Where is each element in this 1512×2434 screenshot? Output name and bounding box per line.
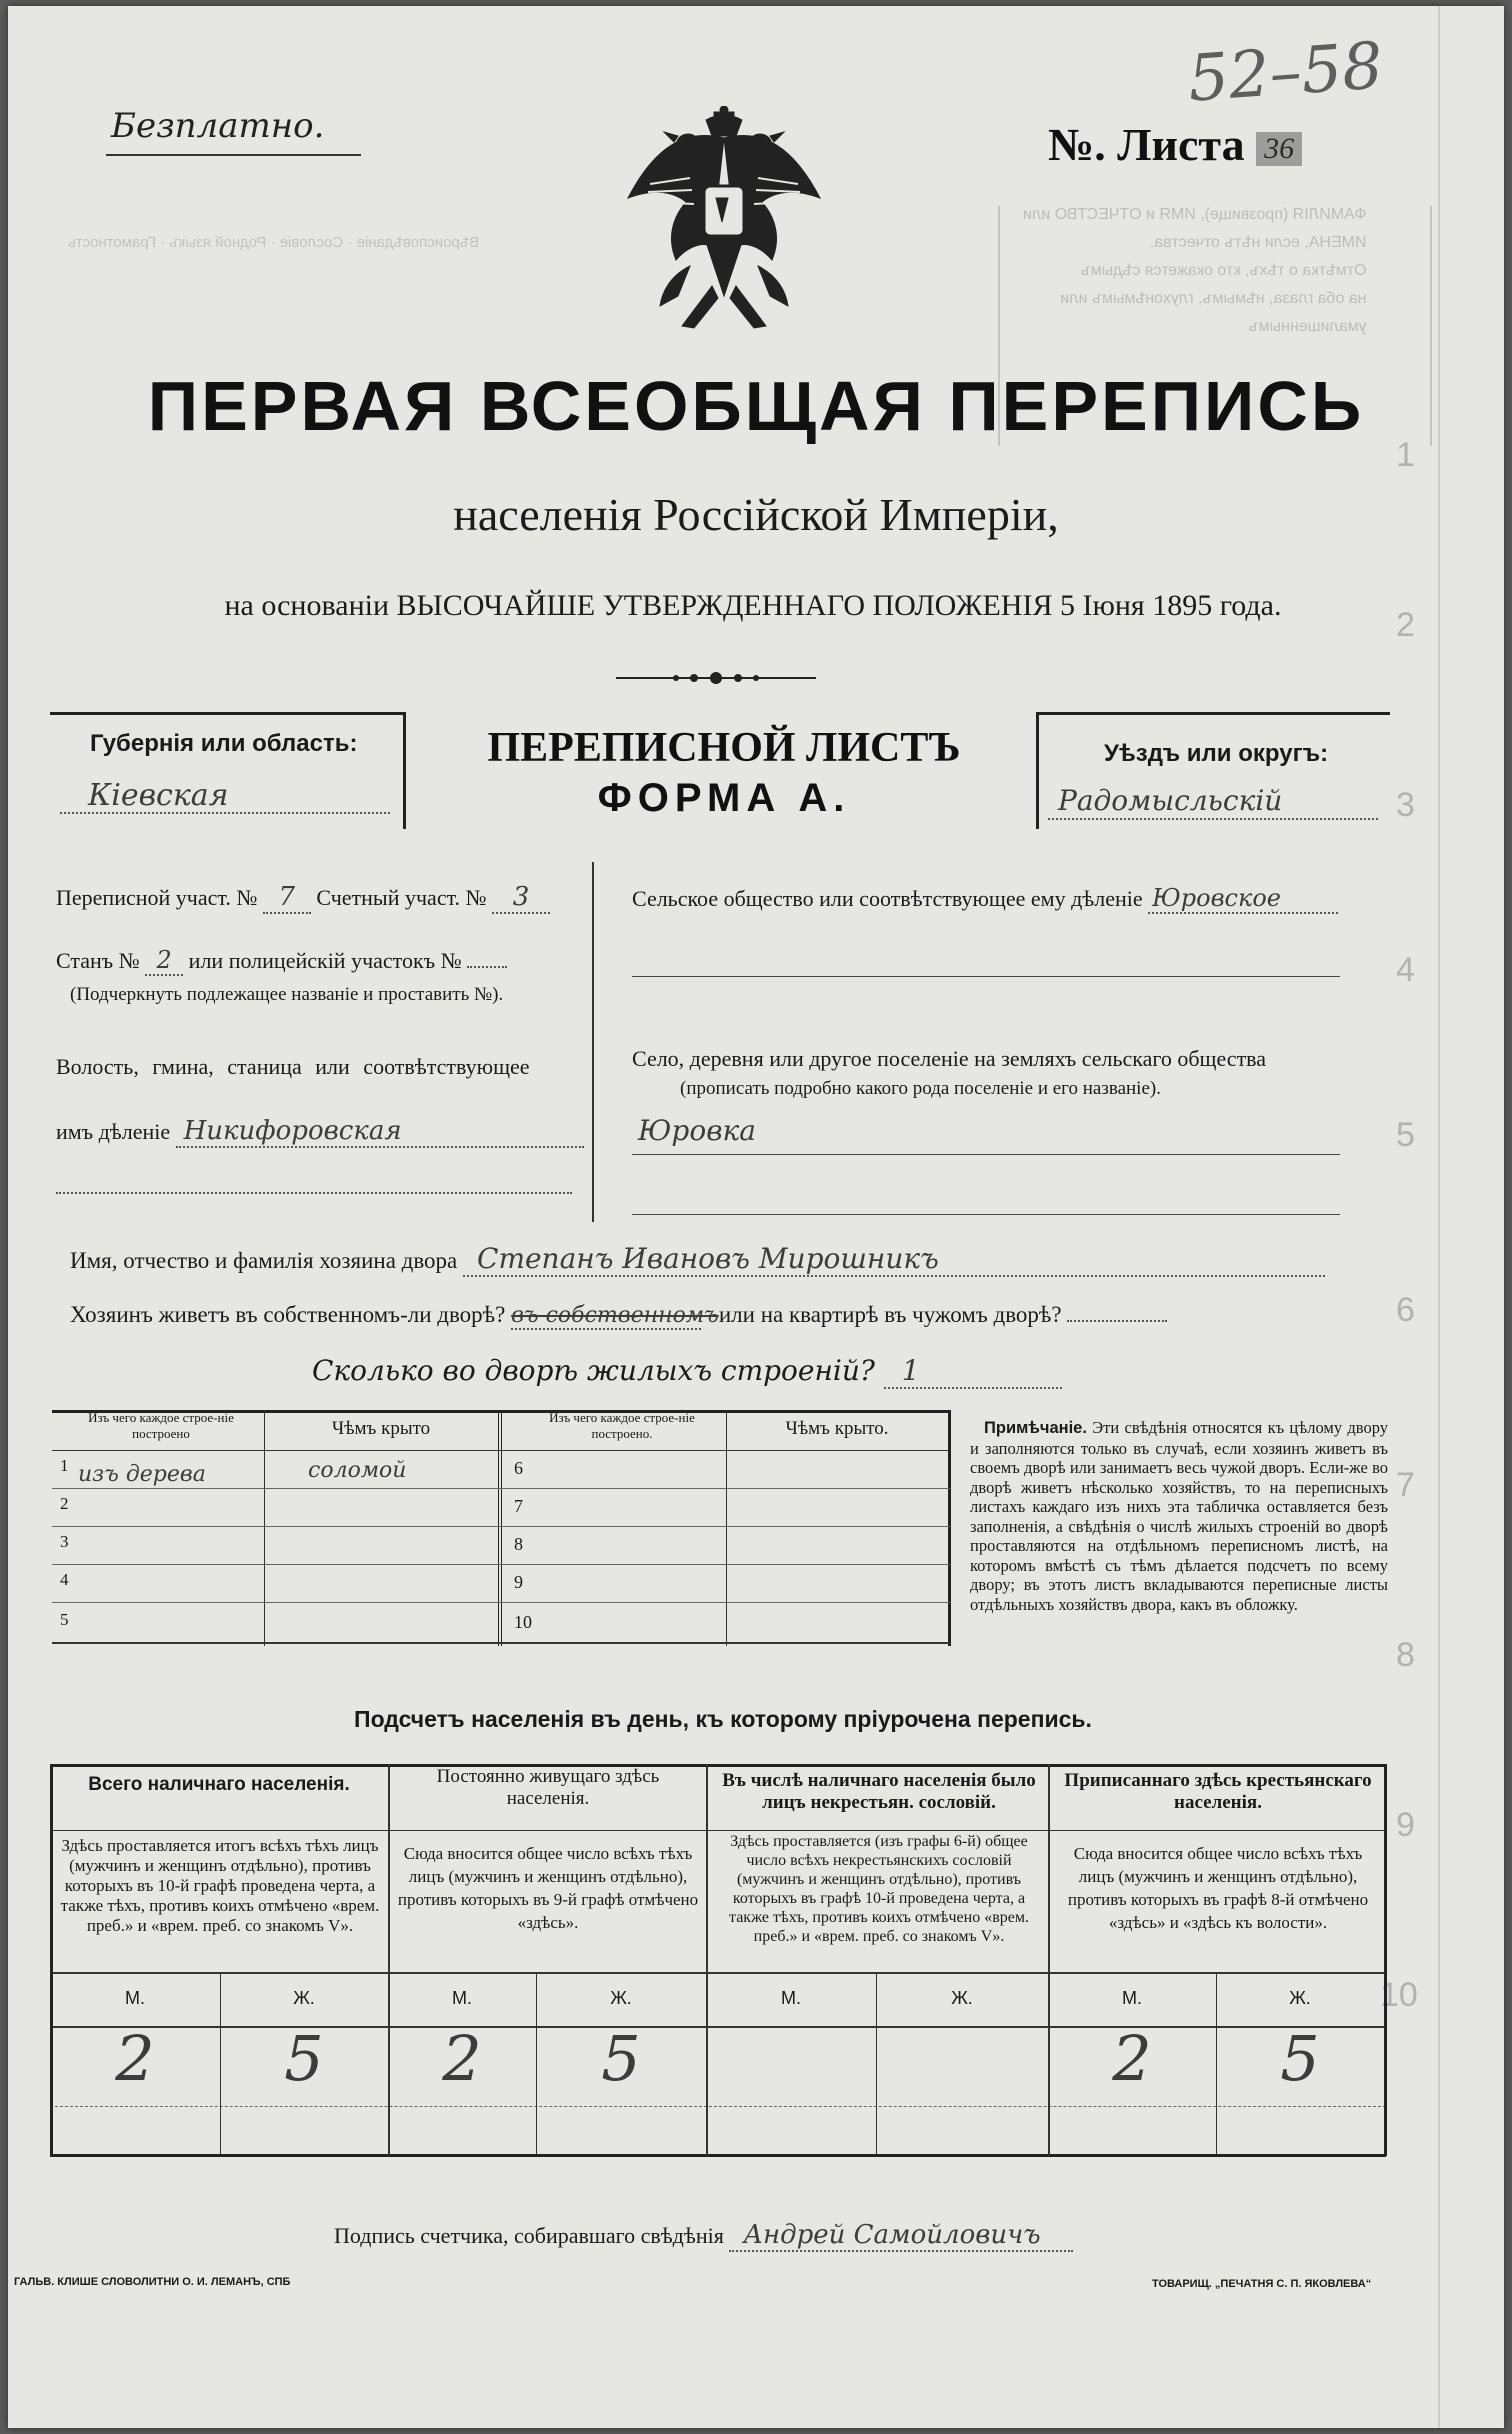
table-note-lead: Примѣчаніе. — [984, 1419, 1087, 1437]
fields-divider — [592, 862, 594, 1222]
signature-value: Андрей Самойловичъ — [729, 2220, 1073, 2252]
society-field — [632, 884, 1338, 914]
count-col-4-m-label: М. — [1122, 1988, 1142, 2008]
own-yard-field — [70, 1302, 1167, 1330]
sheet-number — [1048, 118, 1302, 171]
village-line-1 — [632, 1154, 1340, 1155]
own-yard-label: Хозяинъ живетъ въ собственномъ-ли дворѣ? — [70, 1302, 506, 1327]
subtitle: населенія Россійской Имперіи, — [453, 489, 1059, 540]
volost-extra-line — [56, 1192, 572, 1194]
count-col-3-desc: Здѣсь проставляется (изъ графы 6-й) общее число всѣхъ некрестьянскихъ сословій (мужчинъ и женщинъ отдѣльно), противъ которыхъ въ графѣ 10-й проведена черта, а также тѣхъ, противъ коихъ отмѣчено «врем. преб.» и «врем. преб. со знакомъ V». — [729, 1833, 1029, 1945]
volost-label-2: имъ дѣленіе — [56, 1119, 171, 1144]
count-col-1-m-value: 2 — [115, 2022, 155, 2095]
count-col-2-desc: Сюда вносится общее число всѣхъ тѣхъ лицъ (мужчинъ и женщинъ отдѣльно), противъ которыхъ въ 9-й графѣ отмѣчено «здѣсь». — [397, 1844, 699, 1932]
census-area-label: Переписной участ. № — [56, 885, 258, 910]
table-note — [970, 1418, 1388, 1614]
count-col-4-f-value: 5 — [1280, 2022, 1320, 2095]
building-row-6-num: 6 — [514, 1458, 523, 1478]
society-label: Сельское общество или соотвѣтствующее ему дѣленіе — [632, 886, 1143, 911]
archive-number: 52–58 — [1185, 29, 1386, 117]
col-material-header: Изъ чего каждое строе-ніе построено — [88, 1410, 234, 1441]
province-value-line — [60, 812, 390, 814]
col-roof-header: Чѣмъ крыто — [331, 1418, 431, 1439]
census-sheet: ФАМИЛІЯ (прозвище), ИМЯ и ОТЧЕСТВО или ИМЕНА, если нѣтъ отчества. Отмѣтка о тѣхъ, кто окажется сѣдымъ на оба глаза, нѣмымъ, глухонѣмымъ или умалишеннымъ Вѣроисповѣданіе · Сословіе · Родной языкъ · Грамотность 1 2 3 4 5 6 7 8 9 10 Безплатно. №. Листа 36 52–58 ПЕРВАЯ ВСЕОБЩАЯ ПЕРЕПИСЬ населенія Россійской Имперіи, на основаніи ВЫСОЧАЙШЕ УТВЕРЖДЕННАГО ПОЛОЖЕНІЯ 5 Іюня 1895 года. Губернія или область: Кіевская ПЕРЕПИСНОЙ ЛИСТЪ ФОРМА А. Уѣздъ или округъ: Радомысльскій Переписной участ. № 7 Счетный участ. № 3 Станъ № 2 или полицейскій участокъ № (Подчеркнуть подлежащее названіе и проставить №). Волость, гмина, станица или соотвѣтствующее имъ дѣленіе Никифоровская Сельское общество или соотвѣтствующее ему дѣленіе Юровское Село, деревня или другое поселеніе на земляхъ сельскаго общества (прописать подробно какого рода поселеніе и его названіе). Юровка Имя, отчество и фамилія хозяина двора Степанъ Ивановъ Мирошникъ Хозяинъ живетъ въ собственномъ-ли дворѣ? въ собственномъ или на квартирѣ въ чужомъ дворѣ? Сколько во дворѣ жилыхъ строеній? 1 Изъ чего каждое строе-ніе построено Чѣмъ крыто Изъ чего каждое строе-ніе построено. Чѣмъ крыто. 1 изъ дерева соломой 2 3 4 5 6 7 8 9 10 Примѣчаніе. Эти свѣдѣнія относятся къ цѣлому двору и заполняются только въ случаѣ, если хозяинъ живетъ въ своемъ дворѣ или занимаетъ весь чужой дворъ. Если-же во дворѣ живетъ нѣсколько хозяйствъ, то на переписныхъ листахъ каждаго изъ нихъ эта табличка оставляется безъ заполненія, а свѣдѣнія о числѣ жилыхъ строеній во дворѣ проставляются на отдѣльномъ переписномъ листѣ, на которомъ вмѣстѣ съ тѣмъ дѣлается подсчетъ по всему двору; въ этотъ листъ вкладываются переписные листы отдѣльныхъ хозяйствъ двора, какъ въ обложку. Подсчетъ населенія въ день, къ которому пріурочена перепись. Всего наличнаго населенія. Здѣсь проставляется итогъ всѣхъ тѣхъ лицъ (мужчинъ и женщинъ отдѣльно), противъ которыхъ въ 10-й графѣ проведена черта, а также тѣхъ, противъ коихъ отмѣчено «врем. преб.» и «врем. преб. со знакомъ V». М. Ж. 2 5 Постоянно живущаго здѣсь населенія. Сюда вносится общее число всѣхъ тѣхъ лицъ (мужчинъ и женщинъ отдѣльно), противъ которыхъ въ 9-й графѣ отмѣчено «здѣсь». М. Ж. 2 5 Въ числѣ наличнаго населенія было лицъ некрестьян. сословій. Здѣсь проставляется (изъ графы 6-й) общее число всѣхъ некрестьянскихъ сословій (мужчинъ и женщинъ отдѣльно), противъ которыхъ въ графѣ 10-й проведена черта, а также тѣхъ, противъ коихъ отмѣчено «врем. преб.» и «врем. преб. со знакомъ V». М. Ж. Приписаннаго здѣсь крестьянскаго населенія. Сюда вносится общее число всѣхъ тѣхъ лицъ (мужчинъ и женщинъ отдѣльно), противъ которыхъ въ графѣ 8-й отмѣчено «здѣсь» и «здѣсь къ волости». М. Ж. 2 5 Подпись счетчика, собиравшаго свѣдѣнія Андрей Самойловичъ ГАЛЬВ. КЛИШЕ СЛОВОЛИТНИ О. И. ЛЕМАНЪ, СПБ ТОВАРИЩ. „ПЕЧАТНЯ С. П. ЯКОВЛЕВА“ — [8, 6, 1504, 2428]
count-area-value: 3 — [492, 882, 550, 914]
count-col-4-desc: Сюда вносится общее число всѣхъ тѣхъ лицъ (мужчинъ и женщинъ отдѣльно), противъ которыхъ въ графѣ 8-й отмѣчено «здѣсь» и «здѣсь къ волости». — [1067, 1844, 1369, 1932]
building-row-4-num: 4 — [60, 1570, 69, 1589]
stan-label: Станъ № — [56, 948, 140, 973]
count-col-4-m-value: 2 — [1112, 2022, 1152, 2095]
footer-right: ТОВАРИЩ. „ПЕЧАТНЯ С. П. ЯКОВЛЕВА“ — [1152, 2278, 1372, 2290]
owner-name-value: Степанъ Ивановъ Мирошникъ — [463, 1242, 1325, 1277]
count-area-label: Счетный участ. № — [316, 885, 487, 910]
rented-label: или на квартирѣ въ чужомъ дворѣ? — [718, 1302, 1062, 1327]
building-row-1-num: 1 — [60, 1456, 69, 1475]
building-row-2-num: 2 — [60, 1494, 69, 1513]
owner-name-field — [70, 1242, 1325, 1277]
buildings-value: 1 — [884, 1354, 1062, 1389]
village-label: Село, деревня или другое поселеніе на земляхъ сельскаго общества — [632, 1046, 1267, 1071]
buildings-label: Сколько во дворѣ жилыхъ строеній? — [312, 1354, 875, 1387]
province-label: Губернія или область: — [90, 730, 358, 757]
form-title-1: ПЕРЕПИСНОЙ ЛИСТЪ — [487, 725, 961, 771]
volost-field — [56, 1116, 584, 1148]
count-col-4-head: Приписаннаго здѣсь крестьянскаго населенія. — [1064, 1770, 1372, 1813]
buildings-field — [312, 1354, 1062, 1389]
count-col-2-f-value: 5 — [601, 2022, 641, 2095]
count-col-4-f-label: Ж. — [1289, 1988, 1311, 2008]
district-label: Уѣздъ или округъ: — [1104, 740, 1329, 767]
main-title: ПЕРВАЯ ВСЕОБЩАЯ ПЕРЕПИСЬ — [147, 367, 1365, 445]
building-row-9-num: 9 — [514, 1572, 523, 1592]
society-extra-line — [632, 976, 1340, 977]
free-label: Безплатно. — [111, 106, 325, 146]
building-row-7-num: 7 — [514, 1496, 523, 1516]
legal-basis: на основаніи ВЫСОЧАЙШЕ УТВЕРЖДЕННАГО ПОЛОЖЕНІЯ 5 Іюня 1895 года. — [224, 589, 1282, 622]
count-col-3-head: Въ числѣ наличнаго населенія было лицъ некрестьян. сословій. — [722, 1770, 1036, 1813]
village-value: Юровка — [638, 1114, 756, 1147]
count-col-3-f-label: Ж. — [951, 1988, 973, 2008]
province-value: Кіевская — [88, 778, 229, 813]
count-col-2-f-label: Ж. — [610, 1988, 632, 2008]
stan-note: (Подчеркнуть подлежащее названіе и проставить №). — [70, 984, 504, 1005]
building-row-1-roof: соломой — [308, 1458, 407, 1483]
count-col-3-m-label: М. — [781, 1988, 801, 2008]
count-col-1-f-value: 5 — [284, 2022, 324, 2095]
building-row-5-num: 5 — [60, 1610, 69, 1629]
census-area-field — [56, 882, 550, 914]
count-col-1-m-label: М. — [125, 1988, 145, 2008]
police-label: или полицейскій участокъ № — [188, 948, 462, 973]
signature-field — [334, 2220, 1073, 2252]
count-col-2-m-value: 2 — [442, 2022, 482, 2095]
district-value-line — [1048, 818, 1378, 820]
sheet-number-label: №. Листа — [1048, 119, 1245, 170]
col-material-header-2: Изъ чего каждое строе-ніе построено. — [549, 1410, 695, 1441]
sheet-number-value: 36 — [1256, 132, 1302, 166]
society-value: Юровское — [1148, 884, 1338, 914]
col-roof-header-2: Чѣмъ крыто. — [785, 1418, 889, 1439]
building-row-10-num: 10 — [514, 1612, 532, 1632]
district-value: Радомысльскій — [1058, 784, 1283, 817]
imperial-eagle-emblem — [620, 106, 828, 342]
count-section-title: Подсчетъ населенія въ день, къ которому пріурочена перепись. — [354, 1706, 1092, 1732]
stan-field — [56, 946, 507, 976]
form-title-2: ФОРМА А. — [597, 776, 851, 820]
count-col-1-head: Всего наличнаго населенія. — [88, 1774, 350, 1795]
village-note: (прописать подробно какого рода поселеніе и его названіе). — [680, 1078, 1161, 1099]
signature-label: Подпись счетчика, собиравшаго свѣдѣнія — [334, 2223, 724, 2248]
building-row-8-num: 8 — [514, 1534, 523, 1554]
count-col-1-f-label: Ж. — [293, 1988, 315, 2008]
free-label-underline — [106, 154, 361, 156]
owner-name-label: Имя, отчество и фамилія хозяина двора — [70, 1248, 458, 1273]
table-note-text: Эти свѣдѣнія относятся къ цѣлому двору и заполняются только въ случаѣ, если хозяинъ живетъ въ своемъ дворѣ или занимаетъ весь чужой дворъ. Если-же во дворѣ живетъ нѣсколько хозяйствъ, то на переписныхъ листахъ каждаго изъ нихъ эта табличка оставляется безъ заполненія, а свѣдѣнія о числѣ жилыхъ строеній во дворѣ проставляются на отдѣльномъ переписномъ листѣ, на которомъ вмѣстѣ съ тѣмъ дѣлается подсчетъ по всему двору; въ этотъ листъ вкладываются переписные листы отдѣльныхъ хозяйствъ двора, какъ въ обложку. — [970, 1418, 1389, 1614]
count-col-1-desc: Здѣсь проставляется итогъ всѣхъ тѣхъ лицъ (мужчинъ и женщинъ отдѣльно), противъ которыхъ въ 10-й графѣ проведена черта, а также тѣхъ, противъ коихъ отмѣчено «врем. преб.» и «врем. преб. со знакомъ V». — [60, 1836, 380, 1935]
count-col-2-m-label: М. — [452, 1988, 472, 2008]
footer-left: ГАЛЬВ. КЛИШЕ СЛОВОЛИТНИ О. И. ЛЕМАНЪ, СПБ — [14, 2276, 291, 2288]
stan-value: 2 — [145, 946, 183, 976]
village-line-2 — [632, 1214, 1340, 1215]
ornament-divider — [616, 668, 816, 688]
own-yard-value: въ собственномъ — [511, 1303, 719, 1328]
volost-value: Никифоровская — [176, 1116, 584, 1148]
volost-label-1: Волость, гмина, станица или соотвѣтствующее — [56, 1054, 530, 1079]
building-row-1-material: изъ дерева — [78, 1462, 206, 1487]
count-col-2-head: Постоянно живущаго здѣсь населенія. — [436, 1766, 660, 1809]
building-row-3-num: 3 — [60, 1532, 69, 1551]
census-area-value: 7 — [263, 882, 311, 914]
